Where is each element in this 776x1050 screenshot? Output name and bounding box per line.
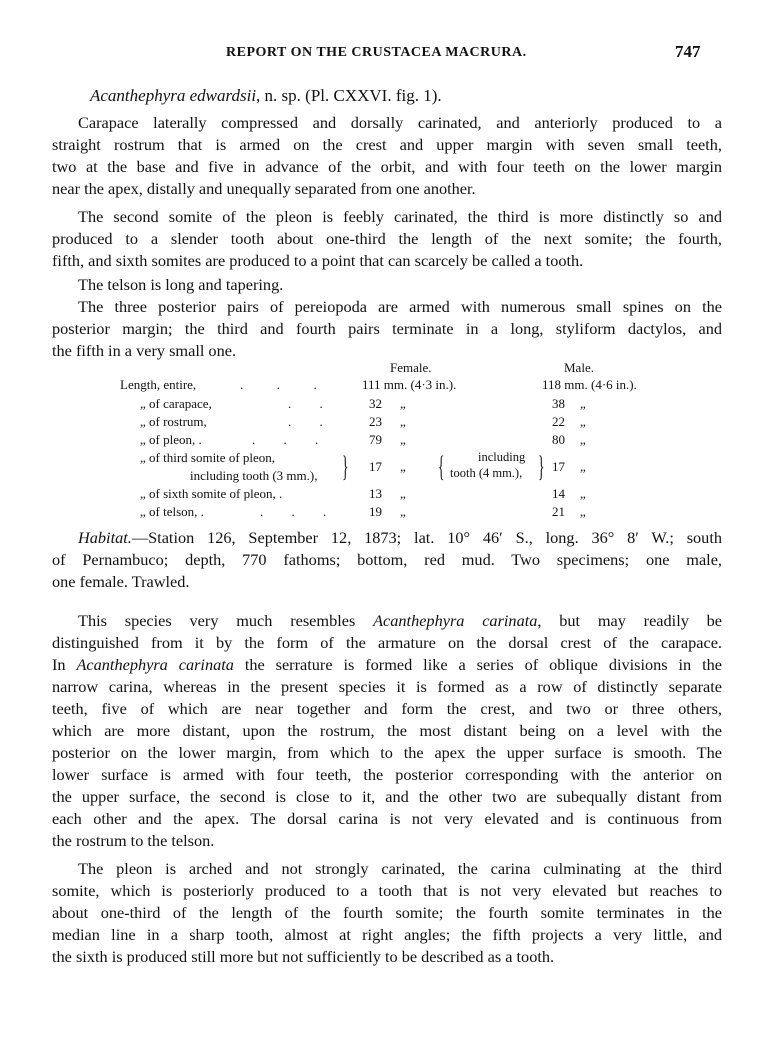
male-note-line-1: including — [478, 450, 526, 464]
description-paragraph-4 — [52, 296, 722, 362]
male-ditto: „ — [580, 486, 586, 501]
text-line: the rostrum to the telson. — [52, 831, 215, 850]
row-label: Length, entire, — [120, 377, 197, 392]
text-line: The pleon is arched and not strongly carinated, the carina culminating at the third — [78, 859, 722, 878]
male-ditto: „ — [580, 504, 586, 519]
female-value: 32 — [369, 396, 382, 411]
female-value: 17 — [369, 459, 382, 474]
table-row — [120, 504, 680, 522]
male-value: 14 — [552, 486, 565, 501]
female-value: 79 — [369, 432, 382, 447]
habitat-label: Habitat. — [78, 528, 132, 547]
female-ditto: „ — [400, 396, 406, 411]
female-ditto: „ — [400, 504, 406, 519]
row-label: „ of pleon, . — [140, 432, 202, 447]
table-row — [120, 414, 680, 432]
text-line: teeth, five of which are near together and form the crest, and two or three others, — [52, 699, 722, 718]
female-column-header: Female. — [390, 360, 432, 375]
table-row — [120, 377, 680, 395]
text-line: posterior on the lower margin, from which to the apex the upper surface is smooth. The — [52, 743, 722, 762]
text-line: of Pernambuco; depth, 770 fathoms; bottom, red mud. Two specimens; one male, — [52, 550, 722, 569]
row-label: „ of rostrum, — [140, 414, 207, 429]
text-line: near the apex, distally and unequally separated from one another. — [52, 179, 476, 198]
habitat-paragraph — [52, 527, 722, 593]
text-line: median line in a sharp tooth, almost at right angles; the fifth projects a very little, and — [52, 925, 722, 944]
female-value: 13 — [369, 486, 382, 501]
text-line — [52, 654, 722, 676]
text-line: fifth, and sixth somites are produced to a point that can scarcely be called a tooth. — [52, 251, 584, 270]
male-ditto: „ — [580, 459, 586, 474]
leader-dots: . . — [288, 396, 325, 411]
description-paragraph-3 — [52, 274, 722, 296]
female-ditto: „ — [400, 432, 406, 447]
male-ditto: „ — [580, 414, 586, 429]
male-value: 17 — [552, 459, 565, 474]
male-value: 22 — [552, 414, 565, 429]
text-line: the fifth in a very small one. — [52, 341, 237, 360]
text-run: , but may readily be — [537, 611, 723, 630]
discussion-paragraph-1 — [52, 610, 722, 852]
female-ditto: „ — [400, 486, 406, 501]
species-heading — [90, 86, 442, 106]
text-line: produced to a slender tooth about one-third the length of the next somite; the fourth, — [52, 229, 722, 248]
text-line: The telson is long and tapering. — [78, 275, 284, 294]
table-row — [120, 486, 680, 504]
table-row — [120, 450, 680, 486]
text-line: narrow carina, whereas in the present species it is formed as a row of distinctly separate — [52, 677, 722, 696]
female-value: 23 — [369, 414, 382, 429]
description-paragraph-1 — [52, 112, 722, 200]
species-heading-rest: , n. sp. (Pl. CXXVI. fig. 1). — [256, 86, 442, 105]
left-brace: { — [438, 450, 445, 483]
text-line: which are more distant, upon the rostrum, the most distant being on a level with the — [52, 721, 722, 740]
description-paragraph-2 — [52, 206, 722, 272]
species-reference: Acanthephyra carinata — [373, 611, 538, 630]
text-run: In — [52, 655, 77, 674]
female-value: 111 mm. (4·3 in.). — [362, 377, 457, 392]
leader-dots: . . . — [252, 432, 321, 447]
page-number: 747 — [675, 42, 701, 61]
running-title: REPORT ON THE CRUSTACEA MACRURA. — [226, 45, 527, 60]
text-line: The second somite of the pleon is feebly carinated, the third is more distinctly so and — [78, 207, 722, 226]
text-line: each other and the apex. The dorsal carina is not very elevated and is continuous from — [52, 809, 722, 828]
row-label: „ of carapace, — [140, 396, 212, 411]
male-value: 21 — [552, 504, 565, 519]
species-name: Acanthephyra edwardsii — [90, 86, 257, 105]
row-label-line-2: including tooth (3 mm.), — [190, 468, 318, 483]
text-run: This species very much resembles — [78, 611, 374, 630]
text-line: the upper surface, the second is close to it, and the other two are subequally distant from — [52, 787, 722, 806]
male-value: 118 mm. (4·6 in.). — [542, 377, 637, 392]
row-label-line-1: „ of third somite of pleon, — [140, 450, 276, 465]
row-label: „ of sixth somite of pleon, . — [140, 486, 283, 501]
text-run: the serrature is formed like a series of oblique divisions in the — [233, 655, 722, 674]
female-ditto: „ — [400, 459, 406, 474]
row-label: „ of telson, . — [140, 504, 204, 519]
table-row — [120, 432, 680, 450]
text-line: the sixth is produced still more but not sufficiently to be described as a tooth. — [52, 947, 555, 966]
male-column-header: Male. — [564, 360, 594, 375]
text-line: posterior margin; the third and fourth pairs terminate in a long, styliform dactylos, and — [52, 319, 722, 338]
right-brace: } — [538, 450, 545, 483]
male-ditto: „ — [580, 396, 586, 411]
male-note-line-2: tooth (4 mm.), — [450, 466, 523, 480]
text-line: The three posterior pairs of pereiopoda are armed with numerous small spines on the — [78, 297, 722, 316]
text-line — [52, 527, 722, 549]
male-ditto: „ — [580, 432, 586, 447]
table-row — [120, 396, 680, 414]
text-line: straight rostrum that is armed on the crest and upper margin with seven small teeth, — [52, 135, 722, 154]
right-brace: } — [342, 450, 349, 483]
text-line: distinguished from it by the form of the armature on the dorsal crest of the carapace. — [52, 633, 722, 652]
leader-dots: . . . — [260, 504, 329, 519]
text-line: lower surface is armed with four teeth, the posterior corresponding with the anterior on — [52, 765, 722, 784]
text-line: somite, which is posteriorly produced to a tooth that is not very elevated but reaches to — [52, 881, 722, 900]
discussion-paragraph-2 — [52, 858, 722, 968]
text-line: about one-third of the length of the fourth somite; the fourth somite terminates in the — [52, 903, 722, 922]
text-line — [52, 610, 722, 632]
leader-dots: . . — [288, 414, 325, 429]
leader-dots: . . . — [240, 377, 319, 392]
text-line: one female. Trawled. — [52, 572, 190, 591]
female-value: 19 — [369, 504, 382, 519]
text-line: Carapace laterally compressed and dorsally carinated, and anteriorly produced to a — [78, 113, 722, 132]
male-value: 38 — [552, 396, 565, 411]
text-line: two at the base and five in advance of the orbit, and with four teeth on the lower margin — [52, 157, 722, 176]
male-value: 80 — [552, 432, 565, 447]
species-reference: Acanthephyra carinata — [76, 655, 234, 674]
habitat-text: —Station 126, September 12, 1873; lat. 10° 46′ S., long. 36° 8′ W.; south — [131, 528, 722, 547]
female-ditto: „ — [400, 414, 406, 429]
